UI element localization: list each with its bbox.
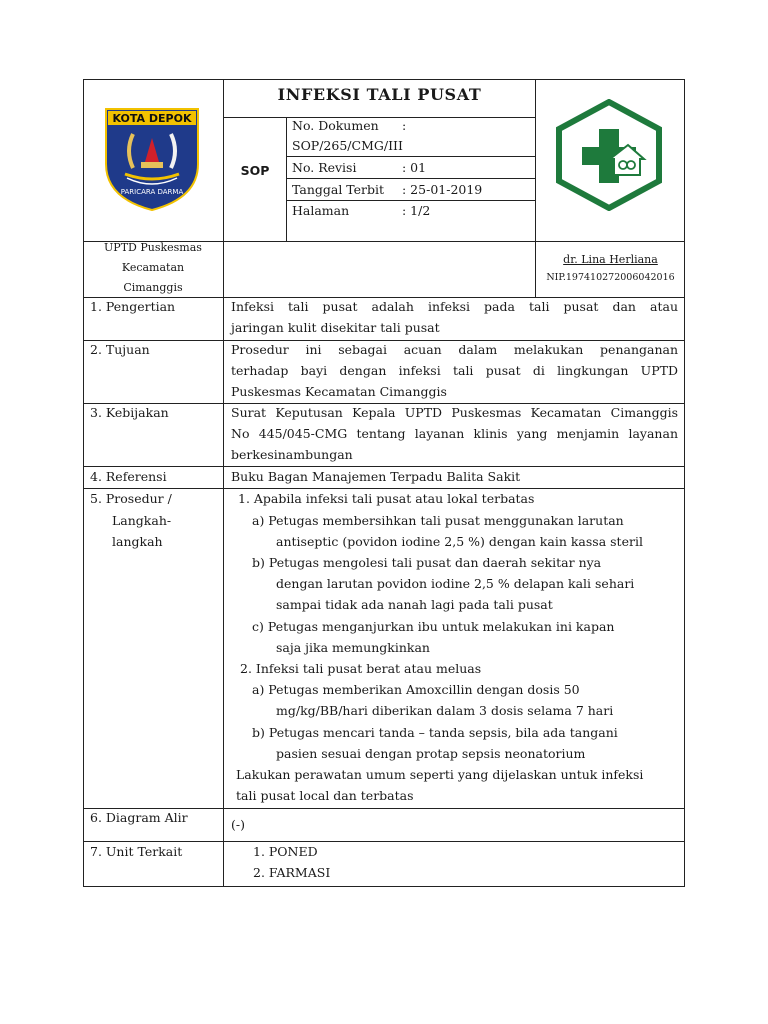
section-label-tujuan: 2. Tujuan bbox=[90, 342, 150, 357]
document-title: INFEKSI TALI PUSAT bbox=[277, 85, 482, 104]
sop-label: SOP bbox=[240, 163, 270, 178]
table-divider bbox=[223, 117, 535, 118]
prosedur-substep: a) Petugas membersihkan tali pusat menggunakan larutan bbox=[252, 513, 624, 528]
doc-number-label: No. Dokumen bbox=[292, 118, 379, 133]
kebijakan-text: No 445/045-CMG tentang layanan klinis yang menjamin layanan bbox=[231, 426, 678, 441]
revision-value: : 01 bbox=[402, 160, 427, 175]
prosedur-substep: dengan larutan povidon iodine 2,5 % delapan kali sehari bbox=[276, 576, 635, 591]
section-label-prosedur: 5. Prosedur / bbox=[90, 491, 172, 506]
prosedur-step: 2. Infeksi tali pusat berat atau meluas bbox=[240, 661, 482, 676]
revision-label: No. Revisi bbox=[292, 160, 357, 175]
puskesmas-logo bbox=[556, 99, 662, 211]
section-label-prosedur: langkah bbox=[112, 534, 163, 549]
org-name-line1: UPTD Puskesmas bbox=[104, 241, 202, 254]
signer-name: dr. Lina Herliana bbox=[563, 253, 658, 266]
org-name-line3: Cimanggis bbox=[123, 281, 183, 294]
prosedur-note: tali pusat local dan terbatas bbox=[236, 788, 414, 803]
doc-number-value: SOP/265/CMG/III bbox=[292, 138, 403, 153]
kebijakan-text: berkesinambungan bbox=[231, 447, 353, 462]
diagram-value: (-) bbox=[231, 817, 245, 832]
issue-date-value: : 25-01-2019 bbox=[402, 182, 483, 197]
section-label-prosedur: Langkah- bbox=[112, 513, 172, 528]
referensi-text: Buku Bagan Manajemen Terpadu Balita Sakit bbox=[231, 469, 521, 484]
org-name-line2: Kecamatan bbox=[121, 261, 185, 274]
tujuan-text: Prosedur ini sebagai acuan dalam melakukan penanganan bbox=[231, 342, 678, 357]
prosedur-substep: antiseptic (povidon iodine 2,5 %) dengan kain kassa steril bbox=[276, 534, 643, 549]
pengertian-text: Infeksi tali pusat adalah infeksi pada tali pusat dan atau bbox=[231, 299, 678, 314]
kota-depok-logo bbox=[103, 106, 201, 212]
section-label-kebijakan: 3. Kebijakan bbox=[90, 405, 169, 420]
unit-item: 1. PONED bbox=[253, 844, 318, 859]
section-label-pengertian: 1. Pengertian bbox=[90, 299, 176, 314]
prosedur-substep: saja jika memungkinkan bbox=[276, 640, 430, 655]
kebijakan-text: Surat Keputusan Kepala UPTD Puskesmas Kecamatan Cimanggis bbox=[231, 405, 678, 420]
table-divider bbox=[286, 117, 287, 242]
issue-date-label: Tanggal Terbit bbox=[292, 182, 385, 197]
section-label-unit: 7. Unit Terkait bbox=[90, 844, 183, 859]
table-divider bbox=[223, 79, 224, 887]
unit-item: 2. FARMASI bbox=[253, 865, 331, 880]
logo-banner-text: KOTA DEPOK bbox=[112, 112, 192, 125]
prosedur-substep: a) Petugas memberikan Amoxcillin dengan dosis 50 bbox=[252, 682, 580, 697]
prosedur-substep: mg/kg/BB/hari diberikan dalam 3 dosis selama 7 hari bbox=[276, 703, 614, 718]
section-label-referensi: 4. Referensi bbox=[90, 469, 167, 484]
prosedur-note: Lakukan perawatan umum seperti yang dijelaskan untuk infeksi bbox=[236, 767, 644, 782]
signer-nip: NIP.197410272006042016 bbox=[546, 272, 675, 283]
page-label: Halaman bbox=[292, 203, 350, 218]
tujuan-text: Puskesmas Kecamatan Cimanggis bbox=[231, 384, 447, 399]
prosedur-substep: b) Petugas mengolesi tali pusat dan daerah sekitar nya bbox=[252, 555, 602, 570]
doc-number-colon: : bbox=[402, 118, 407, 133]
prosedur-step: 1. Apabila infeksi tali pusat atau lokal terbatas bbox=[238, 491, 535, 506]
pengertian-text: jaringan kulit disekitar tali pusat bbox=[231, 320, 440, 335]
tujuan-text: terhadap bayi dengan infeksi tali pusat di lingkungan UPTD bbox=[231, 363, 678, 378]
prosedur-substep: pasien sesuai dengan protap sepsis neonatorium bbox=[276, 746, 586, 761]
page-value: : 1/2 bbox=[402, 203, 431, 218]
logo-motto-text: PARICARA DARMA bbox=[120, 188, 184, 196]
prosedur-substep: b) Petugas mencari tanda – tanda sepsis, bila ada tangani bbox=[252, 725, 618, 740]
section-label-diagram: 6. Diagram Alir bbox=[90, 810, 188, 825]
prosedur-substep: sampai tidak ada nanah lagi pada tali pusat bbox=[276, 597, 553, 612]
prosedur-substep: c) Petugas menganjurkan ibu untuk melakukan ini kapan bbox=[252, 619, 615, 634]
